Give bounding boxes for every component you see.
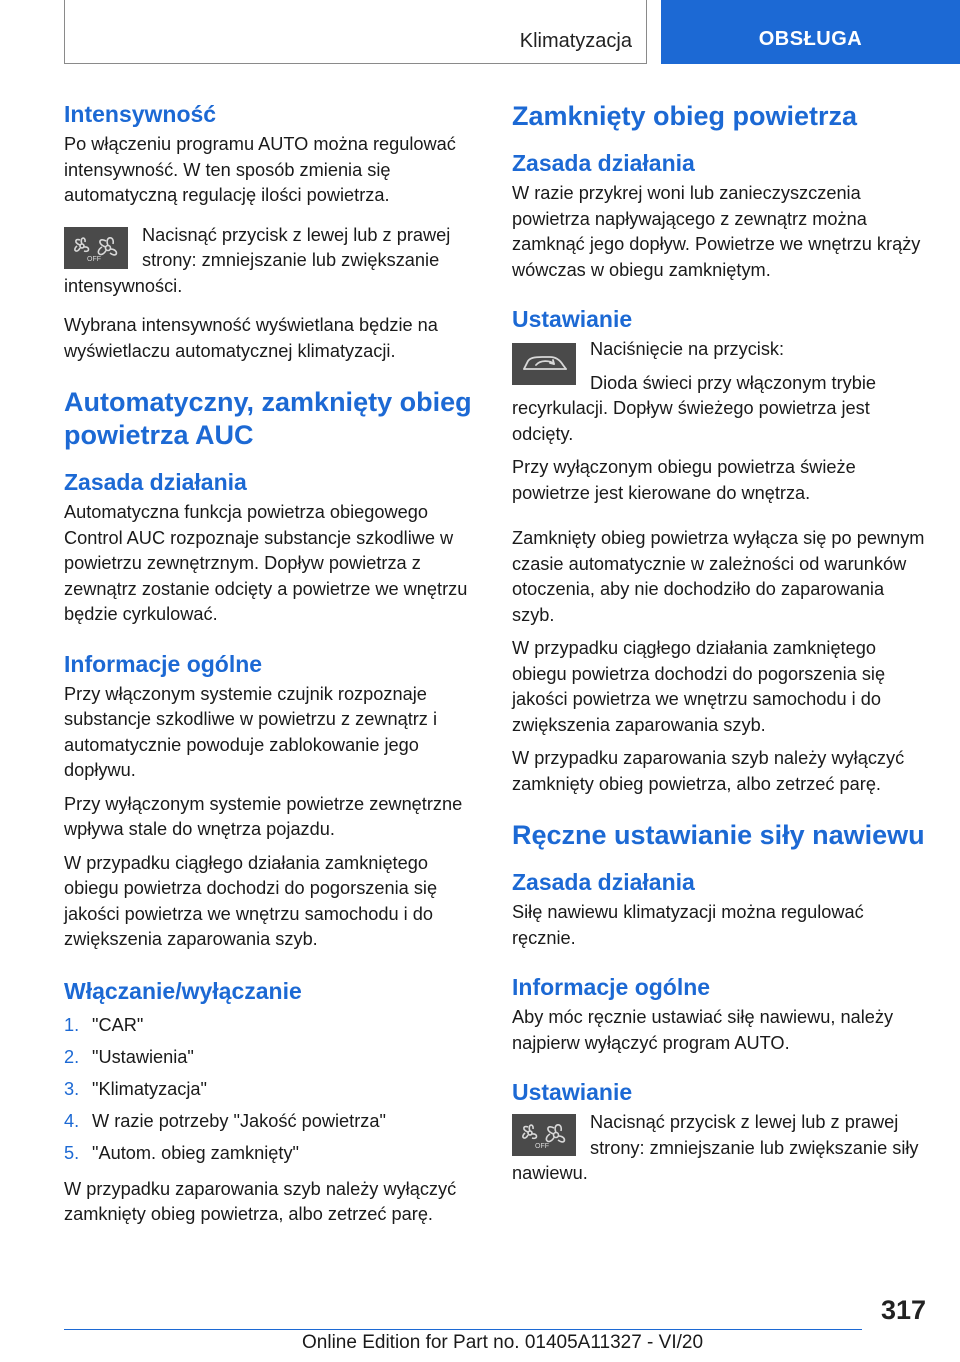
auc-heading: Automatyczny, zamknięty obieg powietrza AUC [64,387,472,450]
manual-button-text: Nacisnąć przycisk z lewej lub z prawej strony: zmniejszanie lub zwiększanie siły nawiewu. [512,1112,919,1183]
recirc-quality-paragraph: W przypadku ciągłego działania zamkniętego obiegu powietrza dochodzi do pogorszenia się jakości powietrza we wnętrzu samochodu i do zwiększenia zaparowania szyb. [512,638,886,735]
general-info-paragraph-1: Przy włączonym systemie czujnik rozpoznaje substancje szkodliwe w powietrzu z zewnątrz i automatycznie powoduje zablokowanie jego dopływu. [64,683,437,780]
intensity-button-text: Nacisnąć przycisk z lewej lub z prawej strony: zmniejszanie lub zwiększanie intensywności. [64,224,451,296]
step-text: "Autom. obieg zamknięty" [92,1142,300,1163]
general-info-paragraph-2: Przy wyłączonym systemie powietrze zewnętrzne wpływa stale do wnętrza pojazdu. [64,793,463,839]
list-item [64,1137,479,1169]
general-info-paragraph-3: W przypadku ciągłego działania zamkniętego obiegu powietrza dochodzi do pogorszenia się jakości powietrza we wnętrzu samochodu i do zwiększenia zaparowania szyb. [64,852,438,949]
section-tab [661,0,960,64]
section-tab-label: OBSŁUGA [758,27,863,50]
step-number: 3. [64,1078,80,1099]
right-column [512,100,927,1201]
edition-footer: Online Edition for Part no. 01405A11327 - VI/20 [302,1332,704,1353]
general-info-heading: Informacje ogólne [64,650,263,677]
svg-text:OFF: OFF [87,255,101,263]
step-text: W razie potrzeby "Jakość powietrza" [92,1110,386,1131]
onoff-heading: Włączanie/wyłączanie [64,977,302,1004]
step-text: "Klimatyzacja" [92,1078,207,1099]
manual-button-paragraph [512,1110,927,1187]
recirc-button-paragraph [512,337,927,447]
recirc-fog-paragraph: W przypadku zaparowania szyb należy wyłączyć zamknięty obieg powietrza, albo zetrzeć parę. [512,748,905,794]
recirc-led-paragraph: Dioda świeci przy włączonym trybie recyrkulacji. Dopływ świeżego powietrza jest odcięty. [512,372,877,444]
step-text: "CAR" [92,1014,144,1035]
intensity-paragraph: Po włączeniu programu AUTO można regulować intensywność. W ten sposób zmienia się automatyczną regulację ilości powietrza. [64,134,456,205]
fan-off-fan-icon [64,227,128,269]
manual-principle-paragraph: Siłę nawiewu klimatyzacji można regulować ręcznie. [512,902,864,948]
left-column [64,100,479,1242]
recirc-principle-heading: Zasada działania [512,150,695,176]
step-number: 4. [64,1110,80,1131]
auc-principle-paragraph: Automatyczna funkcja powietrza obiegowego Control AUC rozpoznaje substancje szkodliwe w powietrzu zewnętrznym. Dopływ powietrza z zewnątrz zostanie odcięty a powietrze we wnętrzu będzie cyrkulować. [64,502,468,624]
list-item [64,1009,479,1041]
list-item [64,1041,479,1073]
recirc-heading: Zamknięty obieg powietrza [512,101,858,131]
intensity-heading: Intensywność [64,101,217,127]
recirc-press-text: Naciśnięcie na przycisk: [590,339,785,359]
intensity-display-paragraph: Wybrana intensywność wyświetlana będzie na wyświetlaczu automatycznej klimatyzacji. [64,315,438,361]
intensity-button-paragraph [64,223,479,300]
onoff-steps-list [64,1009,479,1169]
car-recirculation-icon [512,343,576,385]
page-number: 317 [880,1295,926,1325]
recirc-principle-paragraph: W razie przykrej woni lub zanieczyszczenia powietrza napływającego z zewnątrz można zamknąć jego dopływ. Powietrze we wnętrzu krąży wówczas w obiegu zamkniętym. [512,183,921,280]
list-item [64,1105,479,1137]
step-number: 1. [64,1014,80,1035]
recirc-auto-off-paragraph: Zamknięty obieg powietrza wyłącza się po pewnym czasie automatycznie w zależności od warunków otoczenia, aby nie dochodziło do zaparowania szyb. [512,528,925,625]
manual-heading: Ręczne ustawianie siły nawiewu [512,820,925,850]
manual-general-paragraph: Aby móc ręcznie ustawiać siłę nawiewu, należy najpierw wyłączyć program AUTO. [512,1007,894,1053]
onoff-paragraph: W przypadku zaparowania szyb należy wyłączyć zamknięty obieg powietrza, albo zetrzeć parę. [64,1178,457,1224]
manual-principle-heading: Zasada działania [512,869,695,895]
manual-general-heading: Informacje ogólne [512,974,711,1000]
step-number: 2. [64,1046,80,1067]
svg-text:OFF: OFF [535,1143,549,1150]
auc-principle-heading: Zasada działania [64,469,247,495]
section-title: Klimatyzacja [519,30,632,52]
step-text: "Ustawienia" [92,1046,194,1067]
manual-setting-heading: Ustawianie [512,1079,633,1105]
footer-divider [64,1329,862,1330]
recirc-off-paragraph: Przy wyłączonym obiegu powietrza świeże powietrze jest kierowane do wnętrza. [512,457,856,503]
list-item [64,1073,479,1105]
fan-off-fan-icon [512,1114,576,1156]
step-number: 5. [64,1142,80,1163]
recirc-setting-heading: Ustawianie [512,306,633,332]
header-box [64,0,647,64]
